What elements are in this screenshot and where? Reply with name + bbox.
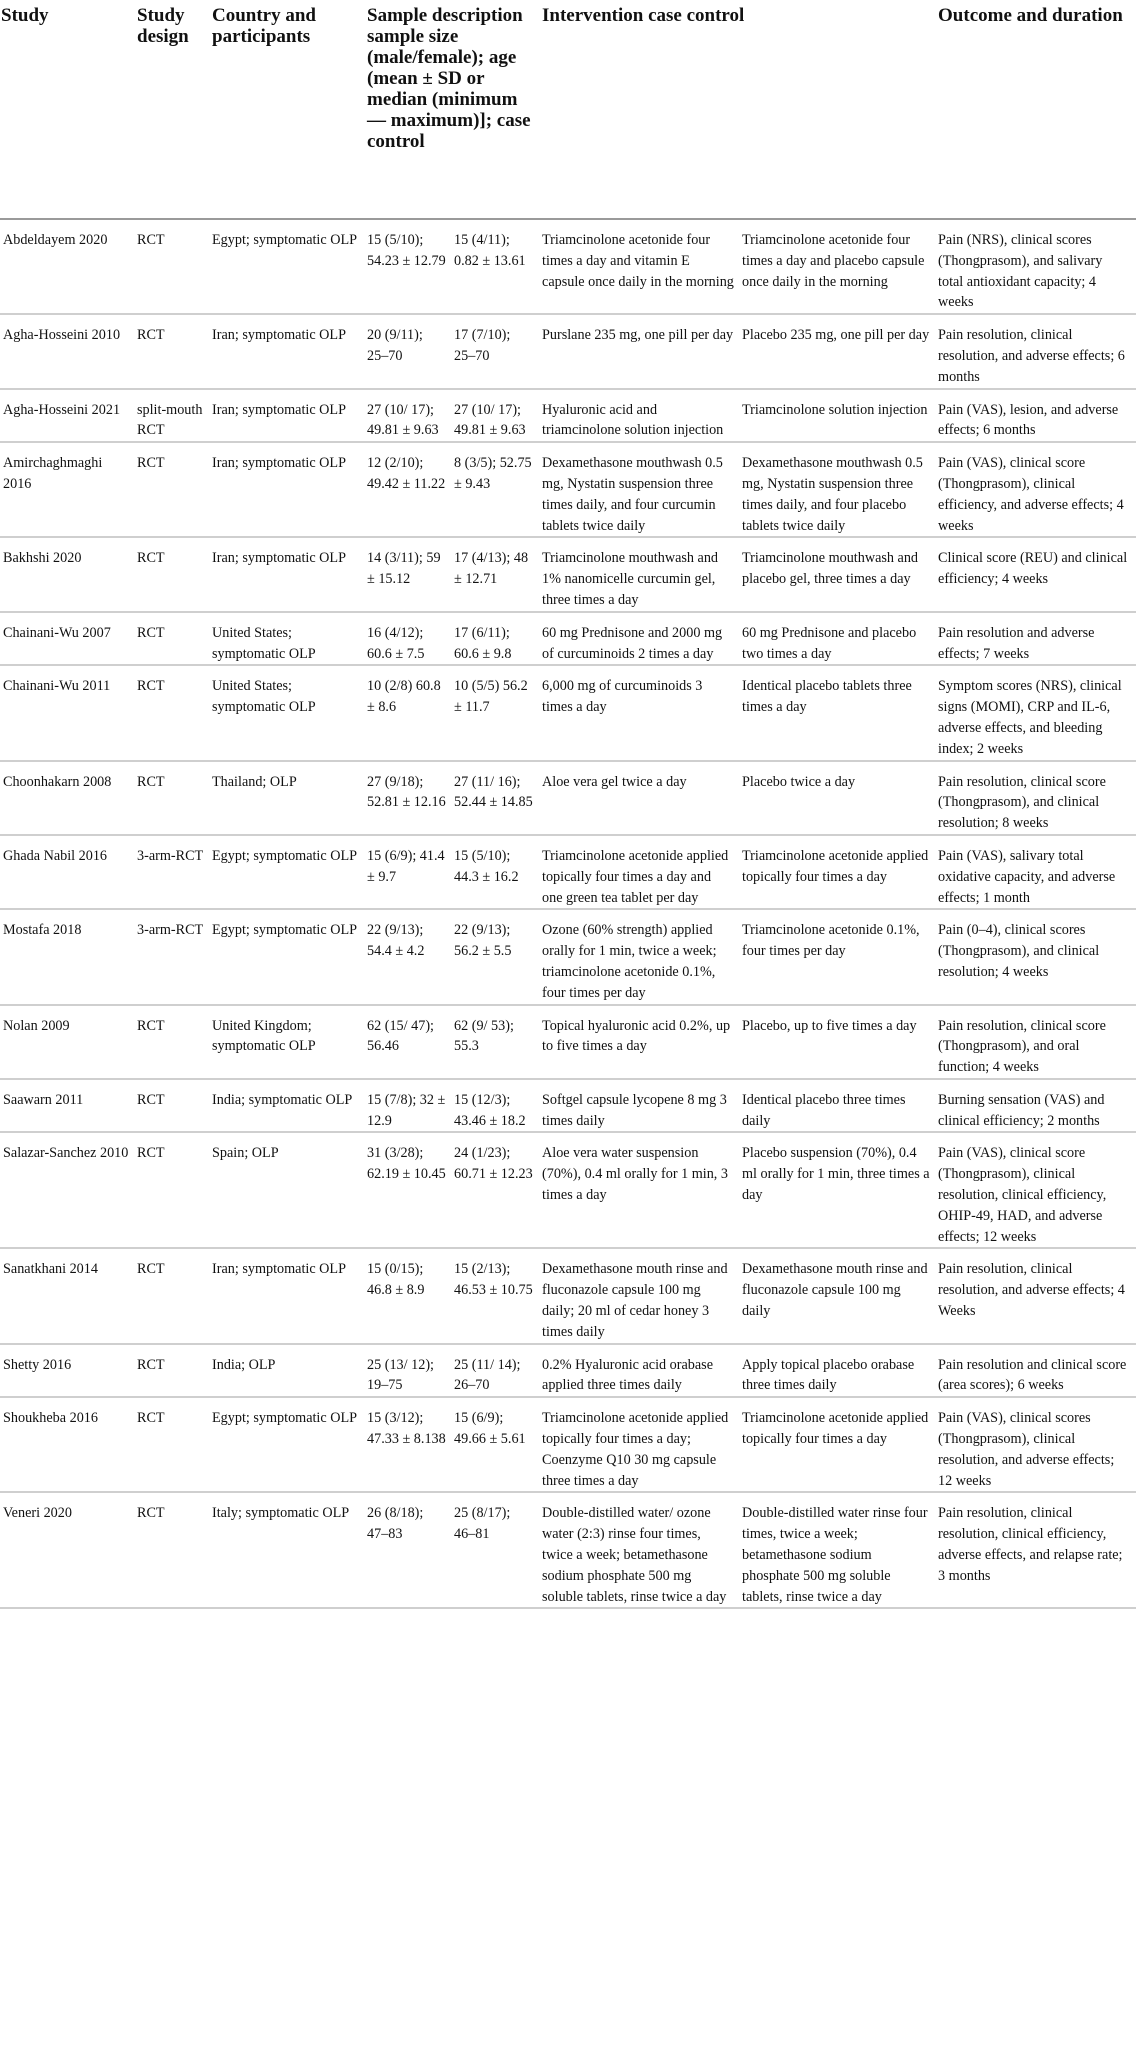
cell-control: Placebo 235 mg, one pill per day bbox=[742, 314, 938, 388]
cell-sample-control: 27 (11/ 16); 52.44 ± 14.85 bbox=[454, 761, 542, 835]
cell-study-design: RCT bbox=[137, 1132, 212, 1248]
cell-country: Iran; symptomatic OLP bbox=[212, 389, 367, 443]
cell-control: Dexamethasone mouthwash 0.5 mg, Nystatin suspension three times daily, and four placebo tablets twice daily bbox=[742, 442, 938, 537]
cell-sample-control: 27 (10/ 17); 49.81 ± 9.63 bbox=[454, 389, 542, 443]
table-row bbox=[0, 835, 1136, 909]
cell-sample-case: 14 (3/11); 59 ± 15.12 bbox=[367, 537, 454, 611]
cell-study: Shoukheba 2016 bbox=[0, 1397, 137, 1492]
header-sample-description: Sample description sample size (male/female); age (mean ± SD or median (minimum — maximum)]; case control bbox=[367, 0, 542, 219]
cell-intervention: 60 mg Prednisone and 2000 mg of curcuminoids 2 times a day bbox=[542, 612, 742, 666]
cell-control: Apply topical placebo orabase three times daily bbox=[742, 1344, 938, 1398]
cell-study: Choonhakarn 2008 bbox=[0, 761, 137, 835]
cell-country: India; symptomatic OLP bbox=[212, 1079, 367, 1133]
cell-sample-case: 26 (8/18); 47–83 bbox=[367, 1492, 454, 1608]
cell-intervention: Dexamethasone mouth rinse and fluconazole capsule 100 mg daily; 20 ml of cedar honey 3 times daily bbox=[542, 1248, 742, 1343]
cell-control: Placebo suspension (70%), 0.4 ml orally for 1 min, three times a day bbox=[742, 1132, 938, 1248]
cell-control: Triamcinolone acetonide four times a day and placebo capsule once daily in the morning bbox=[742, 219, 938, 314]
cell-sample-control: 15 (5/10); 44.3 ± 16.2 bbox=[454, 835, 542, 909]
cell-sample-case: 10 (2/8) 60.8 ± 8.6 bbox=[367, 665, 454, 760]
cell-intervention: 0.2% Hyaluronic acid orabase applied three times daily bbox=[542, 1344, 742, 1398]
cell-study-design: RCT bbox=[137, 761, 212, 835]
cell-intervention: Ozone (60% strength) applied orally for 1 min, twice a week; triamcinolone acetonide 0.1%, four times per day bbox=[542, 909, 742, 1004]
table-row bbox=[0, 537, 1136, 611]
cell-intervention: 6,000 mg of curcuminoids 3 times a day bbox=[542, 665, 742, 760]
cell-study-design: split-mouth RCT bbox=[137, 389, 212, 443]
cell-study: Sanatkhani 2014 bbox=[0, 1248, 137, 1343]
cell-country: Iran; symptomatic OLP bbox=[212, 442, 367, 537]
cell-country: Egypt; symptomatic OLP bbox=[212, 219, 367, 314]
table-row bbox=[0, 761, 1136, 835]
cell-study-design: RCT bbox=[137, 1344, 212, 1398]
header-study-design: Study design bbox=[137, 0, 212, 219]
cell-study-design: RCT bbox=[137, 612, 212, 666]
cell-study-design: RCT bbox=[137, 219, 212, 314]
table-row bbox=[0, 389, 1136, 443]
cell-sample-case: 16 (4/12); 60.6 ± 7.5 bbox=[367, 612, 454, 666]
cell-study-design: RCT bbox=[137, 442, 212, 537]
cell-control: Triamcinolone acetonide 0.1%, four times per day bbox=[742, 909, 938, 1004]
header-row bbox=[0, 0, 1136, 219]
cell-intervention: Aloe vera water suspension (70%), 0.4 ml orally for 1 min, 3 times a day bbox=[542, 1132, 742, 1248]
cell-control: Identical placebo tablets three times a day bbox=[742, 665, 938, 760]
cell-sample-case: 15 (0/15); 46.8 ± 8.9 bbox=[367, 1248, 454, 1343]
cell-sample-case: 22 (9/13); 54.4 ± 4.2 bbox=[367, 909, 454, 1004]
table-body bbox=[0, 219, 1136, 1608]
cell-outcome: Pain (VAS), salivary total oxidative capacity, and adverse effects; 1 month bbox=[938, 835, 1136, 909]
cell-study-design: RCT bbox=[137, 1397, 212, 1492]
cell-study-design: RCT bbox=[137, 1248, 212, 1343]
cell-study: Agha-Hosseini 2010 bbox=[0, 314, 137, 388]
cell-control: Placebo, up to five times a day bbox=[742, 1005, 938, 1079]
cell-country: Iran; symptomatic OLP bbox=[212, 537, 367, 611]
cell-outcome: Pain (VAS), lesion, and adverse effects; 6 months bbox=[938, 389, 1136, 443]
cell-outcome: Pain resolution, clinical resolution, and adverse effects; 6 months bbox=[938, 314, 1136, 388]
cell-study-design: 3-arm-RCT bbox=[137, 835, 212, 909]
table-row bbox=[0, 1248, 1136, 1343]
cell-sample-case: 25 (13/ 12); 19–75 bbox=[367, 1344, 454, 1398]
cell-sample-case: 27 (10/ 17); 49.81 ± 9.63 bbox=[367, 389, 454, 443]
cell-sample-case: 27 (9/18); 52.81 ± 12.16 bbox=[367, 761, 454, 835]
cell-intervention: Triamcinolone acetonide applied topically four times a day and one green tea tablet per day bbox=[542, 835, 742, 909]
table-row bbox=[0, 442, 1136, 537]
cell-sample-control: 62 (9/ 53); 55.3 bbox=[454, 1005, 542, 1079]
cell-intervention: Dexamethasone mouthwash 0.5 mg, Nystatin suspension three times daily, and four curcumin tablets twice daily bbox=[542, 442, 742, 537]
cell-outcome: Pain resolution, clinical score (Thongprasom), and oral function; 4 weeks bbox=[938, 1005, 1136, 1079]
cell-country: Spain; OLP bbox=[212, 1132, 367, 1248]
cell-sample-control: 15 (6/9); 49.66 ± 5.61 bbox=[454, 1397, 542, 1492]
header-outcome: Outcome and duration bbox=[938, 0, 1136, 219]
cell-sample-control: 10 (5/5) 56.2 ± 11.7 bbox=[454, 665, 542, 760]
cell-intervention: Double-distilled water/ ozone water (2:3) rinse four times, twice a week; betamethasone sodium phosphate 500 mg soluble tablets, rinse twice a day bbox=[542, 1492, 742, 1608]
cell-study: Salazar-Sanchez 2010 bbox=[0, 1132, 137, 1248]
cell-sample-control: 25 (8/17); 46–81 bbox=[454, 1492, 542, 1608]
cell-country: Iran; symptomatic OLP bbox=[212, 314, 367, 388]
cell-sample-control: 15 (2/13); 46.53 ± 10.75 bbox=[454, 1248, 542, 1343]
cell-sample-control: 17 (4/13); 48 ± 12.71 bbox=[454, 537, 542, 611]
cell-control: 60 mg Prednisone and placebo two times a day bbox=[742, 612, 938, 666]
cell-intervention: Hyaluronic acid and triamcinolone solution injection bbox=[542, 389, 742, 443]
cell-country: Italy; symptomatic OLP bbox=[212, 1492, 367, 1608]
cell-country: United States; symptomatic OLP bbox=[212, 665, 367, 760]
cell-outcome: Pain (VAS), clinical score (Thongprasom), clinical efficiency, and adverse effects; 4 weeks bbox=[938, 442, 1136, 537]
table-row bbox=[0, 665, 1136, 760]
header-intervention: Intervention case control bbox=[542, 0, 938, 219]
cell-outcome: Pain resolution, clinical resolution, and adverse effects; 4 Weeks bbox=[938, 1248, 1136, 1343]
cell-control: Triamcinolone solution injection bbox=[742, 389, 938, 443]
cell-outcome: Pain (VAS), clinical scores (Thongprasom), clinical resolution, and adverse effects; 12 weeks bbox=[938, 1397, 1136, 1492]
cell-sample-case: 31 (3/28); 62.19 ± 10.45 bbox=[367, 1132, 454, 1248]
cell-control: Triamcinolone mouthwash and placebo gel, three times a day bbox=[742, 537, 938, 611]
cell-study: Agha-Hosseini 2021 bbox=[0, 389, 137, 443]
cell-country: Egypt; symptomatic OLP bbox=[212, 835, 367, 909]
cell-country: United States; symptomatic OLP bbox=[212, 612, 367, 666]
cell-study-design: RCT bbox=[137, 537, 212, 611]
cell-sample-control: 22 (9/13); 56.2 ± 5.5 bbox=[454, 909, 542, 1004]
cell-control: Double-distilled water rinse four times, twice a week; betamethasone sodium phosphate 500 mg soluble tablets, rinse twice a day bbox=[742, 1492, 938, 1608]
table-row bbox=[0, 1079, 1136, 1133]
table-row bbox=[0, 1492, 1136, 1608]
cell-sample-case: 62 (15/ 47); 56.46 bbox=[367, 1005, 454, 1079]
cell-sample-control: 24 (1/23); 60.71 ± 12.23 bbox=[454, 1132, 542, 1248]
cell-country: Egypt; symptomatic OLP bbox=[212, 909, 367, 1004]
cell-study-design: 3-arm-RCT bbox=[137, 909, 212, 1004]
cell-outcome: Pain resolution, clinical resolution, clinical efficiency, adverse effects, and relapse rate; 3 months bbox=[938, 1492, 1136, 1608]
cell-study: Nolan 2009 bbox=[0, 1005, 137, 1079]
cell-study: Shetty 2016 bbox=[0, 1344, 137, 1398]
cell-outcome: Clinical score (REU) and clinical efficiency; 4 weeks bbox=[938, 537, 1136, 611]
header-country: Country and participants bbox=[212, 0, 367, 219]
cell-sample-control: 17 (6/11); 60.6 ± 9.8 bbox=[454, 612, 542, 666]
cell-study: Ghada Nabil 2016 bbox=[0, 835, 137, 909]
cell-sample-control: 17 (7/10); 25–70 bbox=[454, 314, 542, 388]
cell-intervention: Triamcinolone acetonide applied topically four times a day; Coenzyme Q10 30 mg capsule three times a day bbox=[542, 1397, 742, 1492]
cell-country: India; OLP bbox=[212, 1344, 367, 1398]
cell-study: Abdeldayem 2020 bbox=[0, 219, 137, 314]
cell-outcome: Pain (NRS), clinical scores (Thongprasom), and salivary total antioxidant capacity; 4 weeks bbox=[938, 219, 1136, 314]
cell-study: Chainani-Wu 2007 bbox=[0, 612, 137, 666]
cell-sample-control: 25 (11/ 14); 26–70 bbox=[454, 1344, 542, 1398]
cell-study: Saawarn 2011 bbox=[0, 1079, 137, 1133]
cell-sample-control: 8 (3/5); 52.75 ± 9.43 bbox=[454, 442, 542, 537]
cell-outcome: Pain (VAS), clinical score (Thongprasom), clinical resolution, clinical efficiency, OHIP-49, HAD, and adverse effects; 12 weeks bbox=[938, 1132, 1136, 1248]
table-row bbox=[0, 612, 1136, 666]
cell-outcome: Pain resolution and adverse effects; 7 weeks bbox=[938, 612, 1136, 666]
cell-study-design: RCT bbox=[137, 1492, 212, 1608]
cell-sample-control: 15 (12/3); 43.46 ± 18.2 bbox=[454, 1079, 542, 1133]
cell-control: Placebo twice a day bbox=[742, 761, 938, 835]
cell-outcome: Pain resolution, clinical score (Thongprasom), and clinical resolution; 8 weeks bbox=[938, 761, 1136, 835]
cell-sample-case: 20 (9/11); 25–70 bbox=[367, 314, 454, 388]
cell-control: Triamcinolone acetonide applied topically four times a day bbox=[742, 1397, 938, 1492]
cell-control: Dexamethasone mouth rinse and fluconazole capsule 100 mg daily bbox=[742, 1248, 938, 1343]
cell-study: Chainani-Wu 2011 bbox=[0, 665, 137, 760]
cell-sample-case: 12 (2/10); 49.42 ± 11.22 bbox=[367, 442, 454, 537]
cell-outcome: Pain resolution and clinical score (area scores); 6 weeks bbox=[938, 1344, 1136, 1398]
cell-intervention: Triamcinolone mouthwash and 1% nanomicelle curcumin gel, three times a day bbox=[542, 537, 742, 611]
cell-study: Mostafa 2018 bbox=[0, 909, 137, 1004]
table-row bbox=[0, 1005, 1136, 1079]
table-row bbox=[0, 1132, 1136, 1248]
cell-country: United Kingdom; symptomatic OLP bbox=[212, 1005, 367, 1079]
cell-outcome: Symptom scores (NRS), clinical signs (MOMI), CRP and IL-6, adverse effects, and bleeding index; 2 weeks bbox=[938, 665, 1136, 760]
cell-sample-case: 15 (3/12); 47.33 ± 8.138 bbox=[367, 1397, 454, 1492]
cell-country: Thailand; OLP bbox=[212, 761, 367, 835]
cell-study-design: RCT bbox=[137, 314, 212, 388]
table-row bbox=[0, 219, 1136, 314]
cell-control: Identical placebo three times daily bbox=[742, 1079, 938, 1133]
cell-intervention: Triamcinolone acetonide four times a day and vitamin E capsule once daily in the morning bbox=[542, 219, 742, 314]
cell-intervention: Softgel capsule lycopene 8 mg 3 times daily bbox=[542, 1079, 742, 1133]
cell-outcome: Burning sensation (VAS) and clinical efficiency; 2 months bbox=[938, 1079, 1136, 1133]
header-study: Study bbox=[0, 0, 137, 219]
table-row bbox=[0, 1397, 1136, 1492]
cell-study-design: RCT bbox=[137, 1079, 212, 1133]
cell-intervention: Aloe vera gel twice a day bbox=[542, 761, 742, 835]
cell-study: Bakhshi 2020 bbox=[0, 537, 137, 611]
table-header bbox=[0, 0, 1136, 219]
cell-country: Egypt; symptomatic OLP bbox=[212, 1397, 367, 1492]
table-row bbox=[0, 314, 1136, 388]
cell-control: Triamcinolone acetonide applied topically four times a day bbox=[742, 835, 938, 909]
cell-study-design: RCT bbox=[137, 665, 212, 760]
cell-intervention: Purslane 235 mg, one pill per day bbox=[542, 314, 742, 388]
cell-outcome: Pain (0–4), clinical scores (Thongprasom), and clinical resolution; 4 weeks bbox=[938, 909, 1136, 1004]
cell-study: Veneri 2020 bbox=[0, 1492, 137, 1608]
cell-sample-case: 15 (7/8); 32 ± 12.9 bbox=[367, 1079, 454, 1133]
cell-sample-case: 15 (5/10); 54.23 ± 12.79 bbox=[367, 219, 454, 314]
cell-study: Amirchaghmaghi 2016 bbox=[0, 442, 137, 537]
cell-study-design: RCT bbox=[137, 1005, 212, 1079]
cell-country: Iran; symptomatic OLP bbox=[212, 1248, 367, 1343]
cell-sample-control: 15 (4/11); 0.82 ± 13.61 bbox=[454, 219, 542, 314]
cell-intervention: Topical hyaluronic acid 0.2%, up to five times a day bbox=[542, 1005, 742, 1079]
table-row bbox=[0, 909, 1136, 1004]
table-row bbox=[0, 1344, 1136, 1398]
cell-sample-case: 15 (6/9); 41.4 ± 9.7 bbox=[367, 835, 454, 909]
